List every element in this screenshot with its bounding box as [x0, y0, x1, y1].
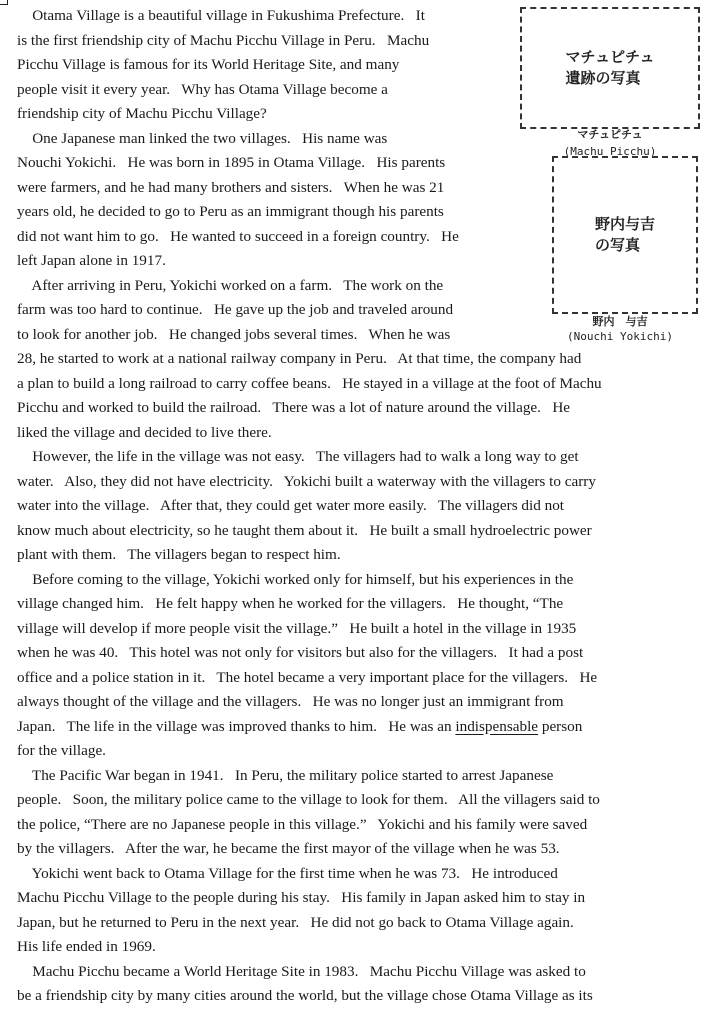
line-text: left Japan alone in 1917. — [17, 252, 166, 269]
text-line — [0, 421, 706, 446]
line-text: did not want him to go. He wanted to succeed in a foreign country. He — [17, 227, 459, 245]
line-tail: person — [538, 717, 583, 735]
line-text: plant with them. The villagers began to respect him. — [17, 546, 341, 563]
line-text: is the first friendship city of Machu Picchu Village in Peru. Machu — [17, 31, 430, 49]
text-line — [0, 592, 706, 617]
text-line — [0, 764, 706, 789]
line-text: Before coming to the village, Yokichi worked only for himself, but his experiences in the — [17, 570, 574, 588]
caption-nouchi-yokichi-en: (Nouchi Yokichi) — [567, 330, 673, 343]
text-line — [0, 494, 706, 519]
text-line — [0, 911, 706, 936]
line-text: a plan to build a long railroad to carry coffee beans. He stayed in a village at the foot of Machu — [17, 374, 602, 392]
text-line — [0, 739, 706, 764]
text-line — [0, 568, 706, 593]
line-text: Yokichi went back to Otama Village for the first time when he was 73. He introduced — [17, 864, 558, 882]
text-line — [0, 666, 706, 691]
line-text: Machu Picchu Village to the people during his stay. His family in Japan asked him to stay in — [17, 889, 586, 906]
text-line — [0, 690, 706, 715]
text-line — [0, 813, 706, 838]
line-text: years old, he decided to go to Peru as an immigrant though his parents — [17, 203, 444, 220]
text-line — [0, 837, 706, 862]
text-line — [0, 519, 706, 544]
line-text: liked the village and decided to live there. — [17, 423, 272, 441]
line-text: Japan. The life in the village was improved thanks to him. He was an — [17, 717, 456, 735]
text-line — [0, 347, 706, 372]
line-text: After arriving in Peru, Yokichi worked on a farm. The work on the — [17, 276, 444, 294]
caption-machu-picchu-jp: マチュピチュ — [577, 128, 643, 141]
line-text: people visit it every year. Why has Otama Village become a — [17, 80, 388, 98]
photo-label-nouchi-yokichi: 野内与吉 の写真 — [594, 215, 655, 254]
text-line — [0, 788, 706, 813]
text-line — [0, 862, 706, 887]
line-text: However, the life in the village was not easy. The villagers had to walk a long way to get — [17, 448, 579, 465]
line-text: always thought of the village and the villagers. He was no longer just an immigrant from — [17, 693, 564, 710]
caption-nouchi-yokichi-jp: 野内 与吉 — [592, 315, 648, 328]
line-text: the police, “There are no Japanese people in this village.” Yokichi and his family were saved — [17, 815, 588, 833]
line-text: office and a police station in it. The hotel became a very important place for the villagers. He — [17, 668, 598, 686]
text-line — [0, 960, 706, 985]
text-line — [0, 396, 706, 421]
line-text: 28, he started to work at a national railway company in Peru. At that time, the company had — [17, 350, 582, 367]
text-line — [0, 984, 706, 1009]
line-text: Otama Village is a beautiful village in Fukushima Prefecture. It — [17, 7, 425, 24]
line-text: water. Also, they did not have electricity. Yokichi built a waterway with the villagers to carry — [17, 472, 596, 490]
text-line — [0, 935, 706, 960]
line-text: village changed him. He felt happy when he worked for the villagers. He thought, “The — [17, 595, 564, 612]
text-line — [0, 470, 706, 495]
text-line — [0, 641, 706, 666]
line-text: One Japanese man linked the two villages. His name was — [17, 129, 388, 147]
line-text: Nouchi Yokichi. He was born in 1895 in Otama Village. His parents — [17, 154, 446, 171]
line-text: farm was too hard to continue. He gave up the job and traveled around — [17, 301, 454, 318]
photo-label-machu-picchu: マチュピチュ 遺跡の写真 — [565, 48, 655, 87]
line-text: by the villagers. After the war, he became the first mayor of the village when he was 53. — [17, 840, 560, 857]
line-text: know much about electricity, so he taught them about it. He built a small hydroelectric power — [17, 521, 592, 539]
line-text: Picchu Village is famous for its World Heritage Site, and many — [17, 56, 400, 73]
line-text: Machu Picchu became a World Heritage Site in 1983. Machu Picchu Village was asked to — [17, 962, 586, 980]
line-text: friendship city of Machu Picchu Village? — [17, 105, 267, 122]
line-text: be a friendship city by many cities around the world, but the village chose Otama Village as its — [17, 987, 593, 1004]
line-text: Picchu and worked to build the railroad. There was a lot of nature around the village. He — [17, 399, 571, 416]
text-line — [0, 445, 706, 470]
line-text: people. Soon, the military police came to the village to look for them. All the villagers said to — [17, 791, 600, 808]
text-line — [0, 543, 706, 568]
line-text: to look for another job. He changed jobs several times. When he was — [17, 325, 451, 343]
line-text: The Pacific War began in 1941. In Peru, the military police started to arrest Japanese — [17, 766, 554, 784]
line-text: water into the village. After that, they could get water more easily. The villagers did not — [17, 497, 565, 514]
line-text: were farmers, and he had many brothers and sisters. When he was 21 — [17, 178, 445, 196]
line-text: His life ended in 1969. — [17, 938, 156, 955]
text-line — [0, 372, 706, 397]
text-line — [0, 715, 706, 740]
line-text: for the village. — [17, 742, 106, 759]
photo-placeholder-machu-picchu — [520, 7, 700, 129]
photo-placeholder-nouchi-yokichi — [552, 156, 698, 314]
caption-machu-picchu-en: (Machu Picchu) — [563, 145, 657, 158]
underlined-word: indispensable — [455, 717, 539, 735]
text-line — [0, 886, 706, 911]
line-text: Japan, but he returned to Peru in the next year. He did not go back to Otama Village again. — [17, 913, 574, 931]
line-text: when he was 40. This hotel was not only for visitors but also for the villagers. It had a post — [17, 644, 584, 661]
text-line — [0, 617, 706, 642]
line-text: village will develop if more people visit the village.” He built a hotel in the village in 1935 — [17, 619, 577, 637]
